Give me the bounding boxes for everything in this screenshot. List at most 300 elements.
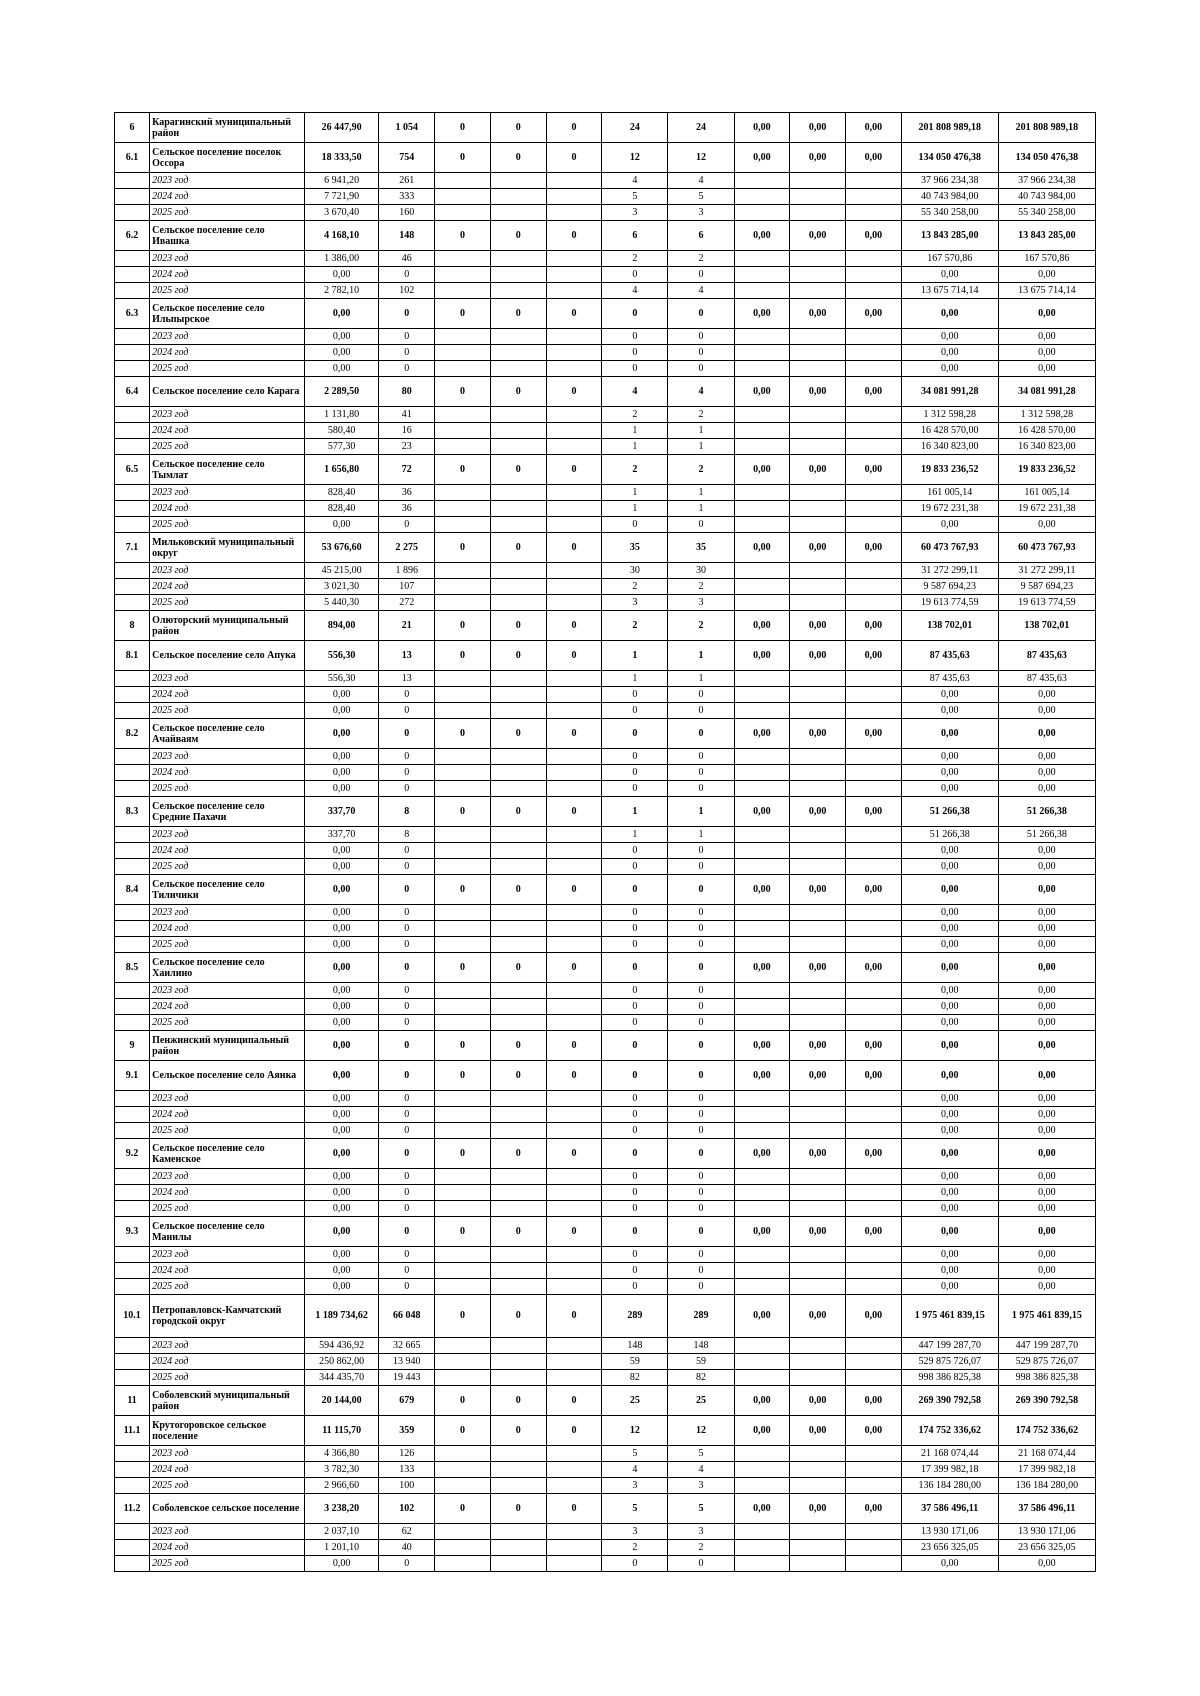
value-cell: 0 [602,1015,668,1031]
value-cell: 138 702,01 [998,611,1095,641]
year-label-cell: 2025 год [150,595,305,611]
table-row-year [115,329,1096,345]
value-cell [490,687,546,703]
row-number-cell [115,1524,150,1540]
value-cell: 35 [668,533,734,563]
value-cell: 0 [435,1031,491,1061]
year-label-cell: 2024 год [150,267,305,283]
value-cell: 16 [379,423,435,439]
value-cell: 0,00 [305,361,379,377]
value-cell [790,1201,846,1217]
value-cell: 679 [379,1386,435,1416]
value-cell [734,999,790,1015]
row-number-cell [115,1123,150,1139]
value-cell [546,983,602,999]
table-row-year [115,1540,1096,1556]
value-cell [435,1370,491,1386]
value-cell [490,765,546,781]
value-cell: 0 [602,765,668,781]
value-cell: 1 [668,671,734,687]
value-cell [546,173,602,189]
value-cell [734,1524,790,1540]
value-cell: 0,00 [305,983,379,999]
value-cell: 23 656 325,05 [901,1540,998,1556]
value-cell [790,937,846,953]
value-cell: 0,00 [998,361,1095,377]
value-cell [490,345,546,361]
row-number-cell [115,687,150,703]
row-number-cell [115,1354,150,1370]
value-cell: 0,00 [901,1123,998,1139]
value-cell: 0 [435,1061,491,1091]
value-cell: 0,00 [998,1247,1095,1263]
value-cell: 0 [379,921,435,937]
value-cell: 1 [668,423,734,439]
value-cell: 0 [546,797,602,827]
table-row-year [115,983,1096,999]
value-cell [435,1169,491,1185]
value-cell: 134 050 476,38 [998,143,1095,173]
value-cell: 0,00 [790,377,846,407]
value-cell: 0 [602,843,668,859]
value-cell: 0 [379,719,435,749]
value-cell: 0,00 [998,1107,1095,1123]
value-cell: 17 399 982,18 [901,1462,998,1478]
value-cell [734,905,790,921]
value-cell: 0,00 [846,1295,902,1338]
value-cell: 0,00 [790,641,846,671]
value-cell: 0 [602,921,668,937]
value-cell: 1 [668,485,734,501]
value-cell: 0,00 [790,1217,846,1247]
value-cell: 250 862,00 [305,1354,379,1370]
value-cell: 0 [546,1031,602,1061]
value-cell: 13 675 714,14 [998,283,1095,299]
value-cell: 828,40 [305,485,379,501]
value-cell: 0 [435,611,491,641]
value-cell: 1 [668,641,734,671]
value-cell: 0,00 [901,1185,998,1201]
value-cell [546,1091,602,1107]
value-cell: 126 [379,1446,435,1462]
value-cell [734,173,790,189]
row-number-cell [115,1338,150,1354]
year-label-cell: 2023 год [150,251,305,267]
entity-name-cell: Крутогоровское сельское поселение [150,1416,305,1446]
value-cell: 0 [490,1217,546,1247]
value-cell: 34 081 991,28 [901,377,998,407]
value-cell: 40 743 984,00 [998,189,1095,205]
value-cell: 0 [668,1031,734,1061]
value-cell: 0,00 [846,797,902,827]
value-cell: 0 [379,361,435,377]
value-cell: 0,00 [305,749,379,765]
value-cell: 0 [379,703,435,719]
value-cell: 161 005,14 [998,485,1095,501]
row-number-cell: 7.1 [115,533,150,563]
value-cell [790,749,846,765]
value-cell [546,579,602,595]
value-cell: 0,00 [901,983,998,999]
year-label-cell: 2023 год [150,1524,305,1540]
value-cell: 0,00 [901,1031,998,1061]
value-cell [790,1263,846,1279]
value-cell: 2 [668,251,734,267]
value-cell: 0,00 [846,641,902,671]
value-cell: 0 [490,113,546,143]
value-cell [546,517,602,533]
table-row-year [115,1091,1096,1107]
value-cell: 0,00 [305,687,379,703]
value-cell [435,1185,491,1201]
value-cell: 0,00 [305,905,379,921]
value-cell [734,671,790,687]
row-number-cell [115,267,150,283]
value-cell [734,687,790,703]
value-cell [846,173,902,189]
value-cell: 0,00 [998,299,1095,329]
value-cell [435,859,491,875]
value-cell: 55 340 258,00 [901,205,998,221]
value-cell: 6 [602,221,668,251]
value-cell: 0 [546,221,602,251]
value-cell: 0 [379,1123,435,1139]
value-cell: 12 [668,143,734,173]
value-cell: 0,00 [790,1139,846,1169]
table-row-year [115,1107,1096,1123]
value-cell [490,1201,546,1217]
value-cell: 0,00 [846,377,902,407]
row-number-cell: 6 [115,113,150,143]
value-cell [790,1015,846,1031]
value-cell: 0,00 [846,299,902,329]
value-cell: 0,00 [998,517,1095,533]
table-row-year [115,517,1096,533]
value-cell: 23 [379,439,435,455]
value-cell: 2 275 [379,533,435,563]
value-cell [790,859,846,875]
value-cell: 0,00 [734,143,790,173]
value-cell: 41 [379,407,435,423]
table-row-entity [115,377,1096,407]
value-cell: 0 [668,1123,734,1139]
value-cell: 0 [602,905,668,921]
value-cell: 3 [602,1478,668,1494]
value-cell: 0,00 [901,859,998,875]
value-cell: 5 [668,189,734,205]
value-cell [846,205,902,221]
value-cell: 0 [668,1263,734,1279]
row-number-cell: 6.2 [115,221,150,251]
value-cell: 1 [602,827,668,843]
value-cell: 0 [668,1061,734,1091]
value-cell: 0,00 [846,221,902,251]
value-cell: 9 587 694,23 [998,579,1095,595]
value-cell [490,407,546,423]
value-cell: 0 [668,703,734,719]
row-number-cell [115,485,150,501]
value-cell: 40 743 984,00 [901,189,998,205]
value-cell [734,1540,790,1556]
value-cell: 0,00 [998,859,1095,875]
value-cell: 0,00 [305,1123,379,1139]
value-cell: 0,00 [901,1201,998,1217]
value-cell: 0,00 [998,329,1095,345]
value-cell [734,937,790,953]
value-cell [490,329,546,345]
table-row-entity [115,1416,1096,1446]
value-cell [490,189,546,205]
table-row-year [115,843,1096,859]
value-cell [435,283,491,299]
value-cell [546,1185,602,1201]
value-cell: 19 833 236,52 [998,455,1095,485]
row-number-cell: 9.2 [115,1139,150,1169]
value-cell: 0 [668,983,734,999]
value-cell [490,1478,546,1494]
value-cell: 0,00 [901,1061,998,1091]
value-cell: 16 428 570,00 [998,423,1095,439]
value-cell: 4 [602,377,668,407]
value-cell [846,1107,902,1123]
value-cell: 2 [602,251,668,267]
value-cell [734,1263,790,1279]
row-number-cell [115,361,150,377]
value-cell [734,251,790,267]
value-cell [846,579,902,595]
value-cell: 272 [379,595,435,611]
table-row-year [115,1524,1096,1540]
value-cell [790,1446,846,1462]
year-label-cell: 2024 год [150,1540,305,1556]
value-cell: 4 168,10 [305,221,379,251]
value-cell: 0 [435,221,491,251]
value-cell: 0 [546,143,602,173]
value-cell [790,781,846,797]
value-cell: 0,00 [998,749,1095,765]
value-cell [790,345,846,361]
value-cell: 0 [546,1061,602,1091]
value-cell: 13 675 714,14 [901,283,998,299]
value-cell: 0,00 [305,1247,379,1263]
value-cell [546,501,602,517]
table-row-year [115,1354,1096,1370]
table-row-year [115,439,1096,455]
value-cell: 4 [602,283,668,299]
value-cell: 87 435,63 [901,641,998,671]
table-row-year [115,173,1096,189]
value-cell: 0 [379,905,435,921]
value-cell [790,1338,846,1354]
value-cell: 0,00 [998,1263,1095,1279]
year-label-cell: 2025 год [150,1123,305,1139]
value-cell: 0 [490,533,546,563]
value-cell: 107 [379,579,435,595]
value-cell: 0,00 [305,1061,379,1091]
value-cell [546,1478,602,1494]
value-cell: 0 [435,1494,491,1524]
value-cell [846,1478,902,1494]
value-cell [734,1338,790,1354]
table-row-year [115,859,1096,875]
value-cell: 1 975 461 839,15 [998,1295,1095,1338]
value-cell: 0 [490,797,546,827]
value-cell [435,501,491,517]
value-cell: 0,00 [901,921,998,937]
value-cell [790,517,846,533]
value-cell: 0 [379,1185,435,1201]
value-cell [790,1169,846,1185]
value-cell [790,205,846,221]
value-cell: 55 340 258,00 [998,205,1095,221]
value-cell [846,189,902,205]
value-cell: 0 [490,719,546,749]
row-number-cell: 11.2 [115,1494,150,1524]
value-cell: 3 782,30 [305,1462,379,1478]
value-cell: 0,00 [305,1201,379,1217]
value-cell: 0 [668,267,734,283]
value-cell: 7 721,90 [305,189,379,205]
value-cell [546,205,602,221]
value-cell [490,485,546,501]
value-cell: 0,00 [998,267,1095,283]
year-label-cell: 2025 год [150,517,305,533]
entity-name-cell: Карагинский муниципальный район [150,113,305,143]
row-number-cell [115,189,150,205]
value-cell [546,439,602,455]
value-cell: 0,00 [901,719,998,749]
value-cell: 0 [435,455,491,485]
value-cell: 0,00 [846,1416,902,1446]
value-cell [490,1107,546,1123]
value-cell: 0,00 [901,875,998,905]
value-cell: 0 [435,299,491,329]
value-cell: 11 115,70 [305,1416,379,1446]
value-cell [546,345,602,361]
table-row-year [115,345,1096,361]
value-cell [490,1263,546,1279]
table-row-entity [115,299,1096,329]
value-cell: 0 [435,797,491,827]
entity-name-cell: Пенжинский муниципальный район [150,1031,305,1061]
value-cell: 0 [546,1416,602,1446]
value-cell [546,1354,602,1370]
table-row-entity [115,875,1096,905]
value-cell: 447 199 287,70 [998,1338,1095,1354]
row-number-cell [115,983,150,999]
value-cell: 0,00 [305,1185,379,1201]
value-cell: 0 [602,361,668,377]
value-cell [846,1015,902,1031]
value-cell: 3 [602,595,668,611]
value-cell [546,765,602,781]
value-cell [846,251,902,267]
value-cell: 4 [668,377,734,407]
value-cell: 0,00 [901,1107,998,1123]
value-cell: 12 [602,1416,668,1446]
value-cell [435,345,491,361]
entity-name-cell: Сельское поселение село Тиличики [150,875,305,905]
value-cell: 0 [668,345,734,361]
value-cell: 1 386,00 [305,251,379,267]
value-cell: 3 [668,1478,734,1494]
value-cell: 0,00 [846,611,902,641]
year-label-cell: 2024 год [150,687,305,703]
value-cell: 0 [668,859,734,875]
data-table [114,112,1096,1572]
value-cell: 0 [602,749,668,765]
value-cell [846,361,902,377]
value-cell: 0,00 [998,937,1095,953]
value-cell: 0 [490,1139,546,1169]
year-label-cell: 2024 год [150,1263,305,1279]
value-cell [790,999,846,1015]
value-cell [490,1370,546,1386]
value-cell [490,1247,546,1263]
value-cell [790,1123,846,1139]
value-cell [435,1247,491,1263]
value-cell [546,1556,602,1572]
value-cell: 0,00 [901,1556,998,1572]
value-cell [546,485,602,501]
value-cell: 0,00 [305,1556,379,1572]
value-cell [546,1263,602,1279]
value-cell [790,843,846,859]
value-cell: 0 [379,875,435,905]
value-cell [490,843,546,859]
value-cell [846,1446,902,1462]
table-row-year [115,827,1096,843]
value-cell: 0 [490,1386,546,1416]
value-cell: 0 [602,517,668,533]
value-cell: 0,00 [998,781,1095,797]
value-cell: 0,00 [305,329,379,345]
value-cell: 2 289,50 [305,377,379,407]
value-cell: 0 [490,455,546,485]
value-cell: 0 [602,1217,668,1247]
value-cell: 0,00 [846,113,902,143]
value-cell: 0 [602,937,668,953]
value-cell [734,423,790,439]
year-label-cell: 2025 год [150,205,305,221]
year-label-cell: 2024 год [150,999,305,1015]
value-cell [734,983,790,999]
row-number-cell [115,843,150,859]
value-cell: 0 [668,1279,734,1295]
value-cell: 0 [490,1295,546,1338]
value-cell: 35 [602,533,668,563]
table-row-year [115,423,1096,439]
table-row-year [115,749,1096,765]
year-label-cell: 2025 год [150,937,305,953]
year-label-cell: 2025 год [150,859,305,875]
table-row-year [115,999,1096,1015]
value-cell: 998 386 825,38 [901,1370,998,1386]
value-cell [790,687,846,703]
value-cell [734,1462,790,1478]
value-cell [846,501,902,517]
value-cell: 0 [379,1091,435,1107]
value-cell: 337,70 [305,797,379,827]
value-cell [490,1123,546,1139]
value-cell: 0,00 [846,1061,902,1091]
value-cell: 0 [668,905,734,921]
table-row-year [115,595,1096,611]
value-cell: 0 [435,875,491,905]
value-cell: 0,00 [901,267,998,283]
value-cell: 0 [379,1107,435,1123]
value-cell: 167 570,86 [901,251,998,267]
